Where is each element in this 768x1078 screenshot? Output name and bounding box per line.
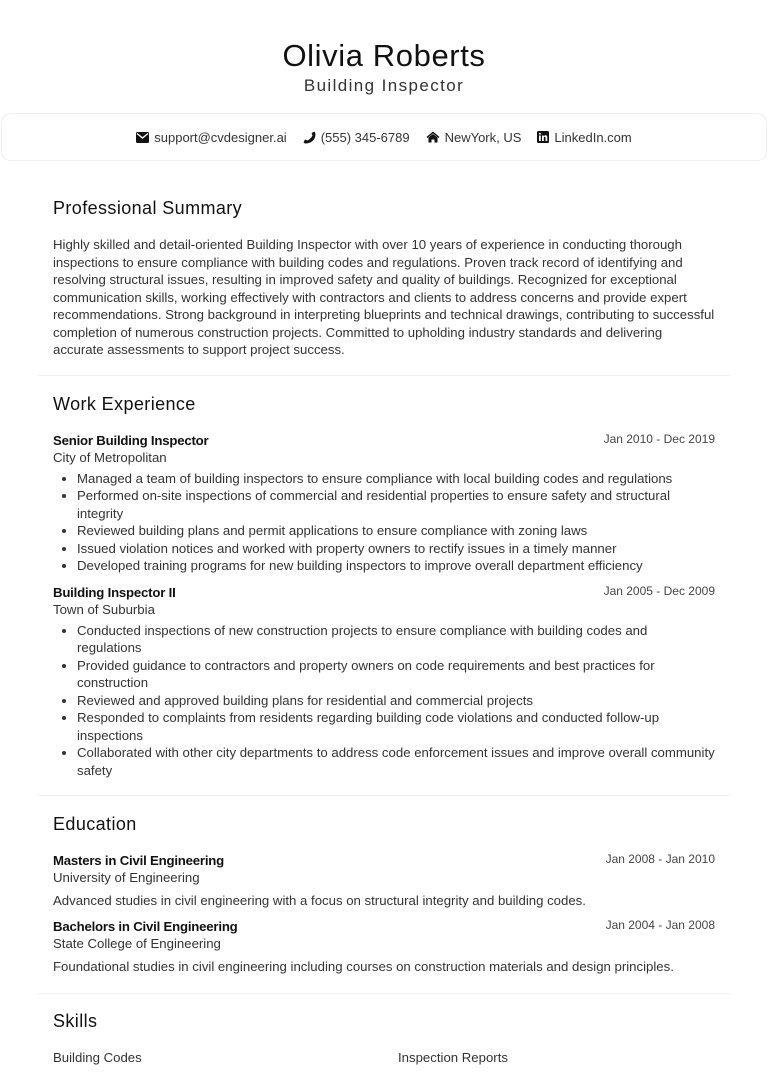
contact-email[interactable] bbox=[136, 130, 286, 145]
bullet-item: • Responded to complaints from residents regarding building code violations and conducted follow-up inspections bbox=[77, 709, 715, 744]
summary-section bbox=[0, 161, 768, 375]
job-company: City of Metropolitan bbox=[53, 449, 167, 465]
section-heading: Education bbox=[53, 814, 137, 834]
section-heading: Professional Summary bbox=[53, 198, 243, 218]
education-dates: Jan 2004 - Jan 2008 bbox=[605, 918, 715, 932]
bullet-item: • Issued violation notices and worked with property owners to rectify issues in a timely manner bbox=[77, 540, 715, 558]
education-dates: Jan 2008 - Jan 2010 bbox=[605, 852, 715, 866]
education-entry bbox=[53, 918, 715, 975]
bullet-item: • Provided guidance to contractors and property owners on code requirements and best practices for construction bbox=[77, 657, 715, 692]
home-icon bbox=[426, 131, 440, 143]
candidate-name: Olivia Roberts bbox=[282, 38, 486, 73]
envelope-icon bbox=[136, 132, 149, 143]
job-entry bbox=[53, 584, 715, 780]
education-section bbox=[0, 796, 768, 993]
summary-text: Highly skilled and detail-oriented Building Inspector with over 10 years of experience in conducting thorough inspections to ensure compliance with building codes and regulations. Proven track record of identifying and resolving structural issues, resulting in improved safety and quality of buildings. Recognized for exceptional communication skills, working effectively with contractors and clients to address concerns and provide expert recommendations. Strong background in interpreting blueprints and technical drawings, contributing to successful completion of numerous construction projects. Committed to upholding industry standards and delivering accurate assessments to support project success. bbox=[53, 237, 715, 357]
linkedin-text: LinkedIn.com bbox=[554, 129, 632, 145]
job-title: Building Inspector II bbox=[53, 584, 176, 600]
job-dates: Jan 2010 - Dec 2019 bbox=[603, 431, 715, 446]
bullet-item: • Managed a team of building inspectors to ensure compliance with local building codes and regulations bbox=[77, 470, 715, 488]
phone-icon bbox=[303, 131, 316, 144]
location-text: NewYork, US bbox=[444, 129, 522, 145]
job-entry bbox=[53, 432, 715, 575]
bullet-item: • Performed on-site inspections of commercial and residential properties to ensure safety and structural integrity bbox=[77, 487, 715, 522]
contact-bar bbox=[1, 113, 767, 161]
experience-section bbox=[0, 376, 768, 796]
degree-title: Bachelors in Civil Engineering bbox=[53, 919, 238, 934]
candidate-title: Building Inspector bbox=[303, 76, 465, 95]
contact-phone[interactable] bbox=[303, 130, 410, 145]
job-company: Town of Suburbia bbox=[53, 601, 155, 617]
education-description: Advanced studies in civil engineering with a focus on structural integrity and building codes. bbox=[53, 893, 586, 908]
bullet-item: • Reviewed building plans and permit applications to ensure compliance with zoning laws bbox=[77, 522, 715, 540]
skill-item: Inspection Reports bbox=[398, 1050, 508, 1065]
bullet-item: • Reviewed and approved building plans for residential and commercial projects bbox=[77, 692, 715, 710]
job-bullets bbox=[53, 622, 715, 780]
linkedin-icon bbox=[537, 131, 549, 143]
skills-list bbox=[53, 1050, 715, 1065]
resume-header bbox=[0, 0, 768, 97]
contact-location bbox=[426, 130, 522, 145]
job-bullets bbox=[53, 470, 715, 575]
job-title: Senior Building Inspector bbox=[53, 432, 209, 448]
job-dates: Jan 2005 - Dec 2009 bbox=[603, 583, 715, 598]
section-heading: Work Experience bbox=[53, 393, 196, 414]
contact-linkedin[interactable] bbox=[537, 130, 631, 145]
phone-text: (555) 345-6789 bbox=[320, 129, 410, 145]
school-name: State College of Engineering bbox=[53, 936, 221, 951]
degree-title: Masters in Civil Engineering bbox=[53, 853, 225, 868]
section-heading: Skills bbox=[53, 1011, 98, 1031]
email-text: support@cvdesigner.ai bbox=[154, 129, 287, 145]
education-description: Foundational studies in civil engineering including courses on construction materials and design principles. bbox=[53, 959, 674, 974]
education-entry bbox=[53, 852, 715, 909]
bullet-item: • Collaborated with other city departments to address code enforcement issues and improve overall community safety bbox=[77, 744, 715, 779]
skills-section bbox=[0, 994, 768, 1065]
skill-item: Building Codes bbox=[53, 1050, 142, 1065]
bullet-item: • Conducted inspections of new construction projects to ensure compliance with building codes and regulations bbox=[77, 622, 715, 657]
school-name: University of Engineering bbox=[53, 870, 200, 885]
bullet-item: • Developed training programs for new building inspectors to improve overall department efficiency bbox=[77, 557, 715, 575]
